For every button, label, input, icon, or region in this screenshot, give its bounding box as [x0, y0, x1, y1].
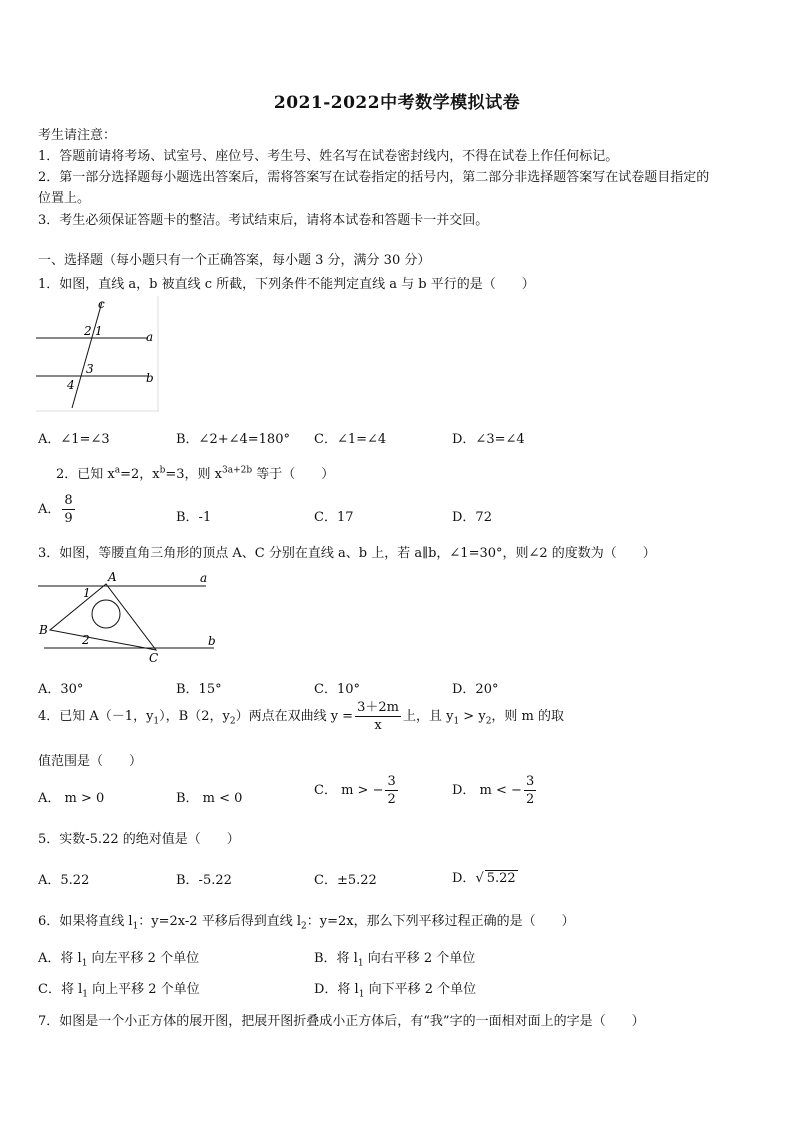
- fig1-label-a: a: [146, 330, 154, 344]
- fig1-label-c: c: [98, 297, 105, 311]
- fig1-angle-1: 1: [95, 324, 103, 338]
- q4-option-a[interactable]: A． m > 0: [38, 791, 105, 806]
- q5-option-b[interactable]: B．-5.22: [176, 873, 232, 888]
- question-4-text-cont: 值范围是（ ）: [38, 754, 143, 769]
- fig1-angle-2: 2: [84, 324, 92, 338]
- q6-option-a[interactable]: A．将 $l_1$ 向左平移 2 个单位: [38, 951, 200, 969]
- q1-option-c[interactable]: C．∠1=∠4: [314, 432, 387, 447]
- question-3-text: 3．如图，等腰直角三角形的顶点 A、C 分别在直线 a、b 上，若 a∥b，∠1=30°，则∠2 的度数为（ ）: [38, 546, 656, 561]
- q2-option-d[interactable]: D．72: [452, 510, 492, 525]
- fig1-angle-3: 3: [86, 362, 94, 376]
- fig3-label-a: a: [200, 571, 208, 585]
- fig3-label-A: A: [108, 570, 117, 584]
- notice-heading: 考生请注意：: [38, 128, 117, 143]
- q5-option-d[interactable]: D．√ 5.22: [452, 871, 516, 886]
- fig3-angle-2: 2: [82, 633, 90, 647]
- question-7-text: 7．如图是一个小正方体的展开图，把展开图折叠成小正方体后，有“我”字的一面相对面上的字是（ ）: [38, 1014, 645, 1029]
- fig1-label-b: b: [146, 371, 154, 385]
- q1-option-d[interactable]: D．∠3=∠4: [452, 432, 525, 447]
- fig3-angle-1: 1: [83, 586, 91, 600]
- notice-item-3: 3．考生必须保证答题卡的整洁。考试结束后，请将本试卷和答题卡一并交回。: [38, 213, 489, 228]
- q2-option-a[interactable]: A． $\frac{8}{9}$: [38, 493, 73, 526]
- page-title: 2021-2022中考数学模拟试卷: [273, 93, 521, 113]
- q3-option-b[interactable]: B．15°: [176, 682, 222, 697]
- fig3-label-C: C: [149, 651, 159, 664]
- q4-option-d[interactable]: D． m < − $\frac{3}{2}$: [452, 774, 535, 807]
- question-5-text: 5．实数-5.22 的绝对值是（ ）: [38, 832, 240, 847]
- notice-item-2-cont: 位置上。: [38, 191, 91, 206]
- q3-option-a[interactable]: A．30°: [38, 682, 84, 697]
- q2-option-c[interactable]: C．17: [314, 510, 354, 525]
- q1-option-b[interactable]: B．∠2+∠4=180°: [176, 432, 290, 447]
- q4-option-b[interactable]: B． m < 0: [176, 791, 243, 806]
- question-1-text: 1．如图，直线 a，b 被直线 c 所截，下列条件不能判定直线 a 与 b 平行的是（ ）: [38, 277, 535, 292]
- question-1-figure: [36, 296, 160, 412]
- q4-option-c[interactable]: C． m > − $\frac{3}{2}$: [314, 774, 396, 807]
- q6-option-b[interactable]: B．将 $l_1$ 向右平移 2 个单位: [314, 951, 476, 969]
- q3-option-d[interactable]: D．20°: [452, 682, 499, 697]
- q6-option-c[interactable]: C．将 $l_1$ 向上平移 2 个单位: [38, 982, 200, 1000]
- q5-option-a[interactable]: A．5.22: [38, 873, 90, 888]
- q5-option-c[interactable]: C．±5.22: [314, 873, 377, 888]
- q1-option-a[interactable]: A．∠1=∠3: [38, 432, 110, 447]
- q3-option-c[interactable]: C．10°: [314, 682, 360, 697]
- section-heading: 一、选择题（每小题只有一个正确答案，每小题 3 分，满分 30 分）: [38, 253, 431, 268]
- notice-item-1: 1．答题前请将考场、试室号、座位号、考生号、姓名写在试卷密封线内，不得在试卷上作任何标记。: [38, 149, 619, 164]
- fig1-angle-4: 4: [67, 378, 75, 392]
- question-2-text: 2．已知 $x^a=2$，$x^b=3$，则 $x^{3a+2b}$ 等于（ ）: [56, 465, 335, 482]
- question-6-text: 6．如果将直线 $l_1$：y=2x-2 平移后得到直线 $l_2$：y=2x，那么下列平移过程正确的是（ ）: [38, 914, 575, 932]
- fig3-label-b: b: [208, 634, 216, 648]
- notice-item-2: 2．第一部分选择题每小题选出答案后，需将答案写在试卷指定的括号内，第二部分非选择题答案写在试卷题目指定的: [38, 170, 710, 185]
- q2-option-b[interactable]: B．-1: [176, 510, 212, 525]
- fig3-label-B: B: [39, 623, 48, 637]
- question-3-figure: [36, 568, 226, 664]
- q6-option-d[interactable]: D．将 $l_1$ 向下平移 2 个单位: [314, 982, 477, 1000]
- question-4-text: 4．已知 A（－1，$y_1$），B（2，$y_2$）两点在双曲线 y = $\frac{3+2m}{x}$ 上，且 $y_1 > y_2$，则 m 的取: [38, 700, 565, 733]
